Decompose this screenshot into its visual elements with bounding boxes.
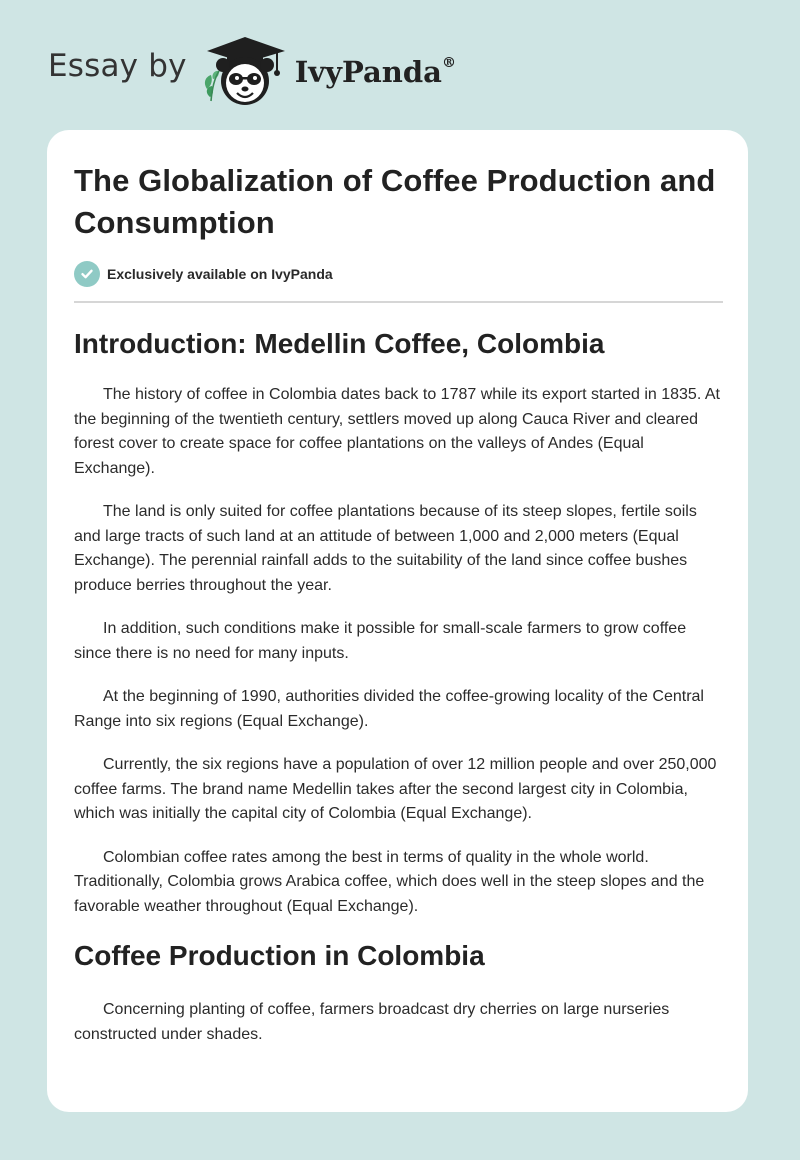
brand-text: IvyPanda <box>294 55 442 89</box>
essay-by-label: Essay by <box>48 48 187 84</box>
section-heading: Coffee Production in Colombia <box>74 940 485 971</box>
check-icon <box>74 261 100 287</box>
panda-graduate-logo-icon[interactable] <box>201 31 289 109</box>
brand-name[interactable] <box>295 55 456 89</box>
section-heading: Introduction: Medellin Coffee, Colombia <box>74 328 605 359</box>
paragraph: At the beginning of 1990, authorities divided the coffee-growing locality of the Central Range into six regions (Equal Exchange). <box>74 688 704 730</box>
paragraph: Colombian coffee rates among the best in terms of quality in the whole world. Traditionally, Colombia grows Arabica coffee, which does well in the steep slopes and the favorable weather throughout (Equal Exchange). <box>74 848 705 915</box>
registered-mark: ® <box>441 55 456 72</box>
paragraph: The land is only suited for coffee plantations because of its steep slopes, fertile soils and large tracts of such land at an attitude of between 1,000 and 2,000 meters (Equal Exchange). The perennial rainfall adds to the suitability of the land since coffee bushes produce berries throughout the year. <box>74 503 697 594</box>
exclusive-badge-text: Exclusively available on IvyPanda <box>107 266 333 282</box>
paragraph: In addition, such conditions make it possible for small-scale farmers to grow coffee since there is no need for many inputs. <box>74 620 687 662</box>
paragraph: The history of coffee in Colombia dates back to 1787 while its export started in 1835. At the beginning of the twentieth century, settlers moved up along Cauca River and cleared forest cover to create space for coffee plantations on the valleys of Andes (Equal Exchange). <box>74 386 720 477</box>
exclusive-badge <box>74 261 723 287</box>
paragraph: Concerning planting of coffee, farmers broadcast dry cherries on large nurseries constructed under shades. <box>74 1001 670 1043</box>
paragraph: Currently, the six regions have a population of over 12 million people and over 250,000 coffee farms. The brand name Medellin takes after the second largest city in Colombia, which was initially the capital city of Colombia (Equal Exchange). <box>74 756 717 822</box>
essay-title: The Globalization of Coffee Production and Consumption <box>74 163 716 240</box>
site-header <box>48 30 456 110</box>
essay-card <box>47 130 748 1112</box>
essay-content <box>74 160 723 1047</box>
title-divider <box>74 301 723 303</box>
